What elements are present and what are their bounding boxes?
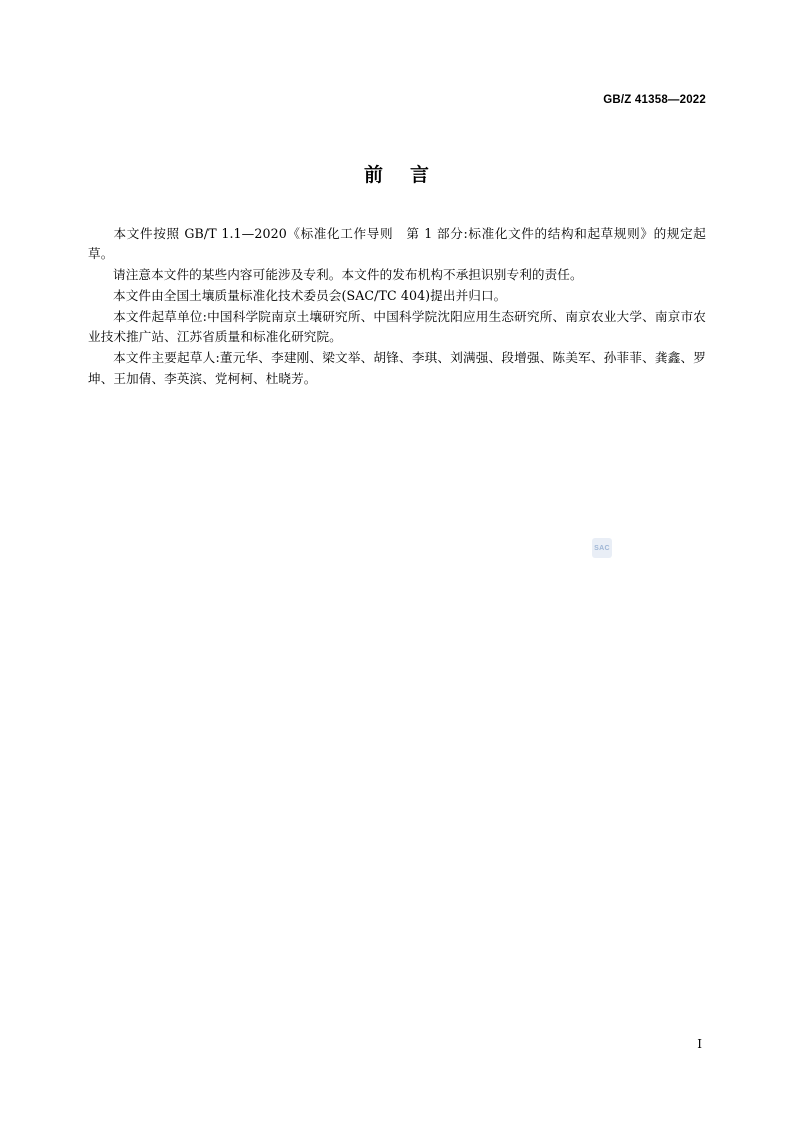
page-number: Ⅰ xyxy=(697,1037,702,1051)
paragraph xyxy=(88,224,706,265)
foreword-body xyxy=(88,224,706,390)
paragraph-text: 本文件主要起草人:董元华、李建刚、梁文举、胡锋、李琪、刘满强、段增强、陈美军、孙菲菲、龚鑫、罗坤、王加倩、李英滨、党柯柯、杜晓芳。 xyxy=(88,350,706,386)
paragraph-text: 本文件由全国土壤质量标准化技术委员会(SAC/TC 404)提出并归口。 xyxy=(113,288,507,304)
page-title-left: 前 xyxy=(363,164,384,186)
paragraph xyxy=(88,265,706,285)
standard-number-header: GB/Z 41358—2022 xyxy=(603,94,706,106)
page-title xyxy=(0,160,794,187)
paragraph xyxy=(88,307,706,348)
paragraph-text: 请注意本文件的某些内容可能涉及专利。本文件的发布机构不承担识别专利的责任。 xyxy=(113,267,583,283)
paragraph-text: 本文件按照 GB/T 1.1—2020《标准化工作导则 第 1 部分:标准化文件的结构和起草规则》的规定起草。 xyxy=(88,226,706,262)
paragraph xyxy=(88,348,706,389)
paragraph-text: 本文件起草单位:中国科学院南京土壤研究所、中国科学院沈阳应用生态研究所、南京农业大学、南京市农业技术推广站、江苏省质量和标准化研究院。 xyxy=(88,309,706,345)
page-title-right: 言 xyxy=(410,164,431,186)
paragraph xyxy=(88,286,706,306)
sac-watermark-icon: SAC xyxy=(592,538,612,558)
